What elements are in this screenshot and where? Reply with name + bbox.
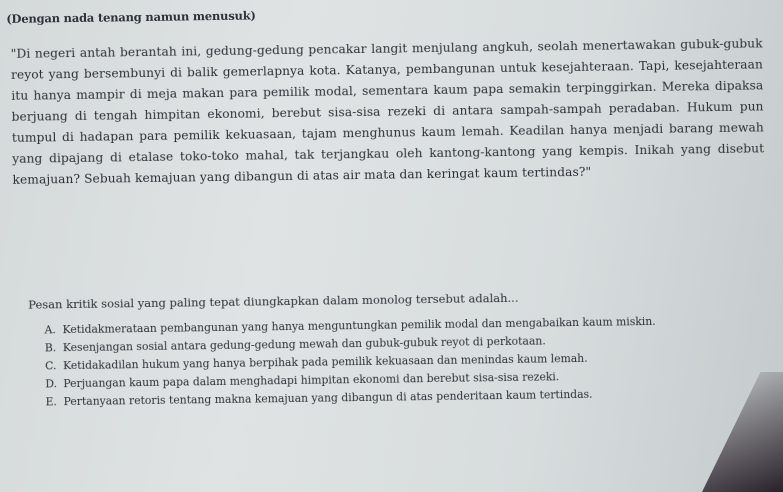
option-letter: C.: [45, 359, 57, 373]
option-text: Perjuangan kaum papa dalam menghadapi himpitan ekonomi dan berebut sisa-sisa rezeki.: [63, 370, 560, 391]
option-text: Pertanyaan retoris tentang makna kemajuan yang dibangun di atas penderitaan kaum tertindas.: [63, 387, 593, 409]
option-text: Ketidakadilan hukum yang hanya berpihak pada pemilik kekuasaan dan menindas kaum lemah.: [63, 351, 588, 373]
option-text: Kesenjangan sosial antara gedung-gedung mewah dan gubuk-gubuk reyot di perkotaan.: [62, 334, 546, 355]
question-stem: Pesan kritik sosial yang paling tepat diungkapkan dalam monolog tersebut adalah...: [28, 290, 519, 312]
option-letter: A.: [44, 323, 56, 337]
option-text: Ketidakmerataan pembangunan yang hanya menguntungkan pemilik modal dan mengabaikan kaum miskin.: [62, 314, 656, 337]
option-letter: B.: [44, 341, 57, 355]
option-letter: D.: [45, 377, 58, 391]
monolog-passage: "Di negeri antah berantah ini, gedung-gedung pencakar langit menjulang angkuh, seolah menertawakan gubuk-gubuk reyot yang bersembunyi di balik gemerlapnya kota. Katanya, pembangunan untuk kesejahteraan. Tapi, kesejahteraan itu hanya mampir di meja makan para pemilik modal, sementara kaum papa semakin terpinggirkan. Mereka dipaksa berjuang di tengah himpitan ekonomi, berebut sisa-sisa rezeki di antara sampah-sampah peradaban. Hukum pun tumpul di hadapan para pemilik kekuasaan, tajam menghunus kaum lemah. Keadilan hanya menjadi barang mewah yang dipajang di etalase toko-toko mahal, tak terjangkau oleh kantong-kantong yang kempis. Inikah yang disebut kemajuan? Sebuah kemajuan yang dibangun di atas air mata dan keringat kaum tertindas?": [10, 36, 765, 187]
option-letter: E.: [45, 395, 58, 409]
answer-options: [45, 313, 736, 413]
monolog-instruction: (Dengan nada tenang namun menusuk): [6, 8, 256, 26]
